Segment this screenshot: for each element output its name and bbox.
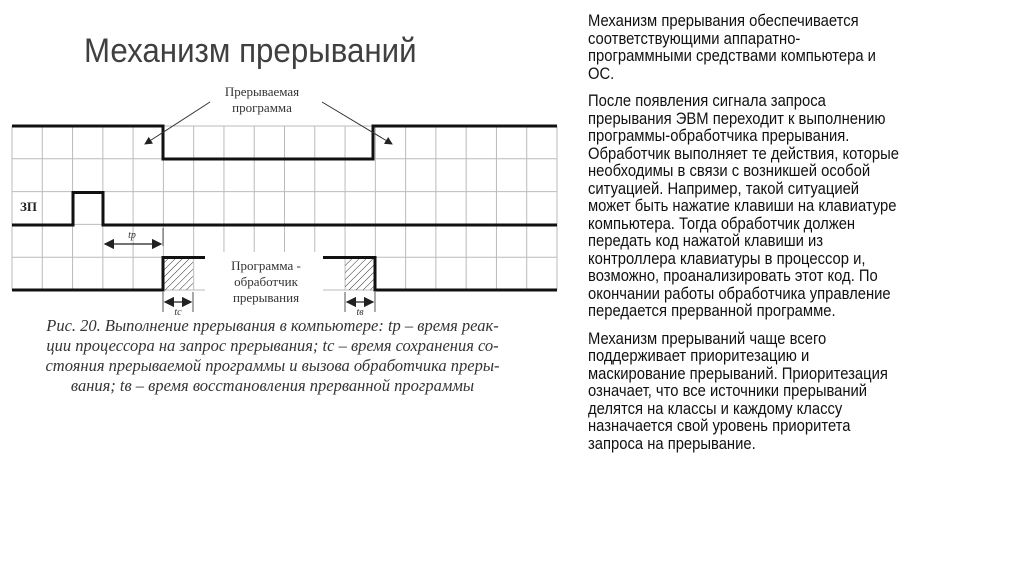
text-line: означает, что все источники прерываний — [588, 381, 868, 400]
slide-body-text — [588, 12, 1018, 462]
label-tv: tв — [356, 307, 364, 315]
label-tp: tр — [128, 230, 136, 241]
label-tc: tс — [174, 307, 182, 315]
text-line: делятся на классы и каждому классу — [588, 398, 843, 418]
figure-caption — [0, 316, 545, 396]
text-line: Обработчик выполняет те действия, которые — [588, 143, 899, 163]
paragraph-3 — [588, 330, 1018, 453]
text-line: запроса на прерывание. — [588, 433, 756, 453]
text-line: компьютера. Тогда обработчик должен — [588, 213, 856, 233]
text-line: назначается свой уровень приоритета — [588, 416, 851, 435]
text-line: программы-обработчика прерывания. — [588, 126, 850, 145]
text-line: После появления сигнала запроса — [588, 91, 826, 110]
text-line: ОС. — [588, 63, 615, 83]
label-zp: ЗП — [20, 199, 37, 214]
text-line: поддерживает приоритезацию и — [588, 346, 810, 365]
label-interrupted-2: программа — [232, 100, 292, 115]
text-line: маскирование прерываний. Приоритезация — [588, 363, 888, 383]
label-handler-3: прерывания — [232, 290, 300, 305]
interrupt-timing-diagram — [0, 80, 570, 315]
label-interrupted-1: Прерываемая — [224, 84, 300, 99]
text-line: прерывания ЭВМ переходит к выполнению — [588, 108, 886, 128]
label-handler-1: Программа - — [231, 258, 301, 273]
slide-title: Механизм прерываний — [84, 32, 417, 70]
arrow-left — [145, 102, 210, 144]
text-line: передать код нажатой клавиши из — [588, 231, 824, 250]
caption-line: Рис. 20. Выполнение прерывания в компьютере: tр – время реак- — [46, 316, 499, 335]
text-line: Механизм прерываний чаще всего — [588, 328, 827, 348]
caption-line: вания; tв – время восстановления прерванной программы — [70, 376, 475, 395]
text-line: необходимы в связи с возникшей особой — [588, 161, 871, 180]
hatched-save-region — [163, 258, 193, 291]
arrow-right — [322, 102, 392, 144]
text-line: программными средствами компьютера и — [588, 46, 876, 65]
paragraph-2 — [588, 92, 1018, 320]
text-line: соответствующими аппаратно- — [588, 28, 801, 48]
text-line: контроллера клавиатуры в процессор и, — [588, 248, 866, 268]
caption-line: стояния прерываемой программы и вызова обработчика преры- — [45, 356, 500, 375]
label-handler-2: обработчик — [234, 274, 298, 289]
text-line: передается прерванной программе. — [588, 301, 836, 320]
text-line: возможно, проанализировать этот код. По — [588, 266, 878, 285]
text-line: Механизм прерывания обеспечивается — [588, 11, 859, 30]
text-line: ситуацией. Например, такой ситуацией — [588, 178, 860, 198]
caption-line: ции процессора на запрос прерывания; tс – время сохранения со- — [46, 336, 499, 355]
paragraph-1 — [588, 12, 1018, 82]
text-line: может быть нажатие клавиши на клавиатуре — [588, 196, 897, 215]
hatched-restore-region — [345, 258, 375, 291]
text-line: окончании работы обработчика управление — [588, 283, 891, 303]
